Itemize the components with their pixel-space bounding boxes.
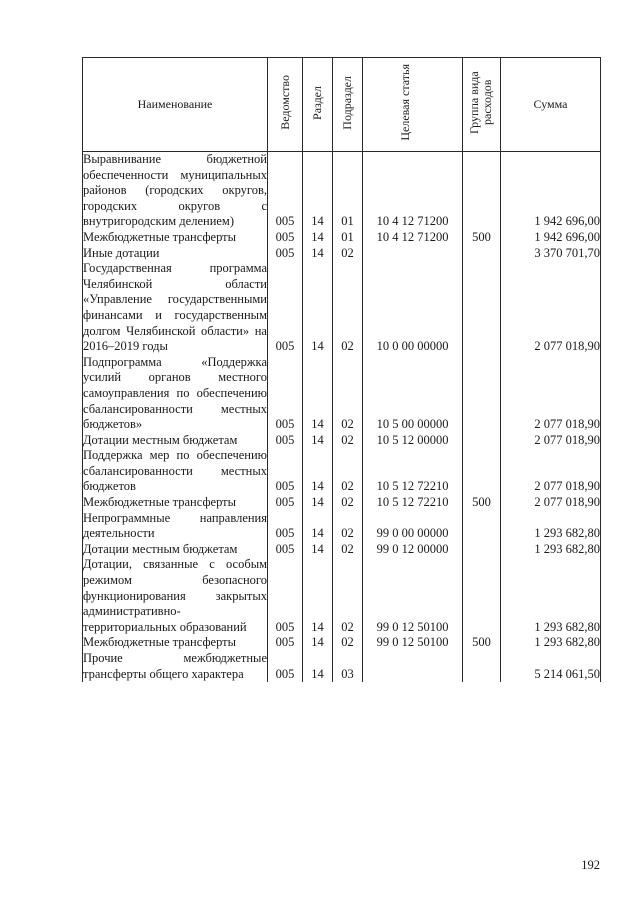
cell-expense-group: 500	[463, 495, 501, 511]
cell-sum: 2 077 018,90	[501, 355, 601, 433]
cell-department: 005	[268, 355, 303, 433]
header-target-item: Целевая статья	[363, 58, 463, 152]
cell-name: Дотации местным бюджетам	[83, 542, 268, 558]
cell-target-item: 10 0 00 00000	[363, 261, 463, 355]
cell-name: Дотации местным бюджетам	[83, 433, 268, 449]
cell-section: 14	[303, 511, 333, 542]
cell-target-item: 10 5 12 72210	[363, 495, 463, 511]
table-row	[83, 355, 601, 433]
cell-target-item: 10 5 00 00000	[363, 355, 463, 433]
cell-expense-group	[463, 448, 501, 495]
cell-department: 005	[268, 495, 303, 511]
cell-department: 005	[268, 230, 303, 246]
cell-subsection: 02	[333, 635, 363, 651]
cell-department: 005	[268, 635, 303, 651]
table-row	[83, 230, 601, 246]
table-row	[83, 511, 601, 542]
cell-target-item: 10 5 12 72210	[363, 448, 463, 495]
cell-expense-group	[463, 355, 501, 433]
cell-sum: 1 942 696,00	[501, 152, 601, 230]
cell-section: 14	[303, 448, 333, 495]
cell-subsection: 01	[333, 230, 363, 246]
cell-sum: 1 293 682,80	[501, 511, 601, 542]
cell-subsection: 02	[333, 355, 363, 433]
cell-name: Межбюджетные трансферты	[83, 230, 268, 246]
header-department: Ведомство	[268, 58, 303, 152]
table-row	[83, 261, 601, 355]
cell-sum: 1 942 696,00	[501, 230, 601, 246]
table-row	[83, 448, 601, 495]
header-subsection: Подраздел	[333, 58, 363, 152]
cell-subsection: 02	[333, 557, 363, 635]
table-header-row	[83, 58, 601, 152]
cell-expense-group	[463, 511, 501, 542]
cell-target-item: 99 0 12 50100	[363, 557, 463, 635]
cell-target-item	[363, 651, 463, 682]
cell-expense-group	[463, 152, 501, 230]
budget-table	[82, 57, 601, 682]
cell-sum: 2 077 018,90	[501, 433, 601, 449]
header-section: Раздел	[303, 58, 333, 152]
table-row	[83, 152, 601, 230]
cell-subsection: 01	[333, 152, 363, 230]
table-row	[83, 495, 601, 511]
cell-section: 14	[303, 355, 333, 433]
cell-name: Межбюджетные трансферты	[83, 495, 268, 511]
cell-section: 14	[303, 230, 333, 246]
page-number: 192	[581, 858, 600, 872]
cell-target-item: 10 4 12 71200	[363, 152, 463, 230]
cell-name: Выравнивание бюджетной обеспеченности муниципальных районов (городских округов, городских округов с внутригородским делением)	[83, 152, 267, 229]
cell-target-item: 10 5 12 00000	[363, 433, 463, 449]
cell-sum: 5 214 061,50	[501, 651, 601, 682]
cell-name: Прочие межбюджетные трансферты общего характера	[83, 651, 267, 681]
header-sum: Сумма	[501, 58, 601, 152]
cell-section: 14	[303, 246, 333, 262]
header-expense-group: Группа вида расходов	[463, 58, 501, 152]
cell-subsection: 02	[333, 246, 363, 262]
table-row	[83, 246, 601, 262]
cell-name: Дотации, связанные с особым режимом безопасного функционирования закрытых административно-территориальных образований	[83, 557, 267, 634]
cell-subsection: 02	[333, 495, 363, 511]
header-name: Наименование	[83, 58, 268, 152]
cell-section: 14	[303, 495, 333, 511]
cell-department: 005	[268, 261, 303, 355]
cell-expense-group	[463, 433, 501, 449]
cell-department: 005	[268, 557, 303, 635]
cell-expense-group	[463, 557, 501, 635]
cell-expense-group	[463, 651, 501, 682]
cell-department: 005	[268, 152, 303, 230]
cell-subsection: 02	[333, 261, 363, 355]
cell-subsection: 02	[333, 542, 363, 558]
cell-section: 14	[303, 651, 333, 682]
cell-sum: 1 293 682,80	[501, 557, 601, 635]
cell-department: 005	[268, 511, 303, 542]
cell-section: 14	[303, 542, 333, 558]
cell-expense-group: 500	[463, 230, 501, 246]
cell-sum: 1 293 682,80	[501, 635, 601, 651]
cell-target-item	[363, 246, 463, 262]
cell-subsection: 03	[333, 651, 363, 682]
cell-subsection: 02	[333, 511, 363, 542]
table-row	[83, 542, 601, 558]
table-row	[83, 651, 601, 682]
cell-sum: 3 370 701,70	[501, 246, 601, 262]
cell-target-item: 10 4 12 71200	[363, 230, 463, 246]
cell-target-item: 99 0 12 50100	[363, 635, 463, 651]
cell-name: Непрограммные направления деятельности	[83, 510, 267, 541]
cell-department: 005	[268, 246, 303, 262]
cell-target-item: 99 0 12 00000	[363, 542, 463, 558]
cell-name: Иные дотации	[83, 246, 268, 262]
cell-department: 005	[268, 651, 303, 682]
cell-subsection: 02	[333, 448, 363, 495]
cell-sum: 1 293 682,80	[501, 542, 601, 558]
cell-department: 005	[268, 542, 303, 558]
cell-section: 14	[303, 557, 333, 635]
cell-section: 14	[303, 152, 333, 230]
table-body	[83, 152, 601, 683]
cell-sum: 2 077 018,90	[501, 495, 601, 511]
cell-expense-group	[463, 542, 501, 558]
cell-section: 14	[303, 433, 333, 449]
cell-section: 14	[303, 635, 333, 651]
cell-name: Межбюджетные трансферты	[83, 635, 268, 651]
cell-expense-group: 500	[463, 635, 501, 651]
cell-name: Государственная программа Челябинской области «Управление государственными финансами и государственным долгом Челябинской области» на 2016–2019 годы	[83, 261, 267, 354]
cell-department: 005	[268, 433, 303, 449]
cell-subsection: 02	[333, 433, 363, 449]
table-row	[83, 557, 601, 635]
cell-name: Подпрограмма «Поддержка усилий органов местного самоуправления по обеспечению сбалансированности местных бюджетов»	[83, 354, 267, 432]
table-row	[83, 635, 601, 651]
cell-expense-group	[463, 246, 501, 262]
cell-department: 005	[268, 448, 303, 495]
cell-sum: 2 077 018,90	[501, 261, 601, 355]
table-row	[83, 433, 601, 449]
cell-name: Поддержка мер по обеспечению сбалансированности местных бюджетов	[83, 448, 267, 494]
cell-target-item: 99 0 00 00000	[363, 511, 463, 542]
cell-expense-group	[463, 261, 501, 355]
cell-sum: 2 077 018,90	[501, 448, 601, 495]
cell-section: 14	[303, 261, 333, 355]
